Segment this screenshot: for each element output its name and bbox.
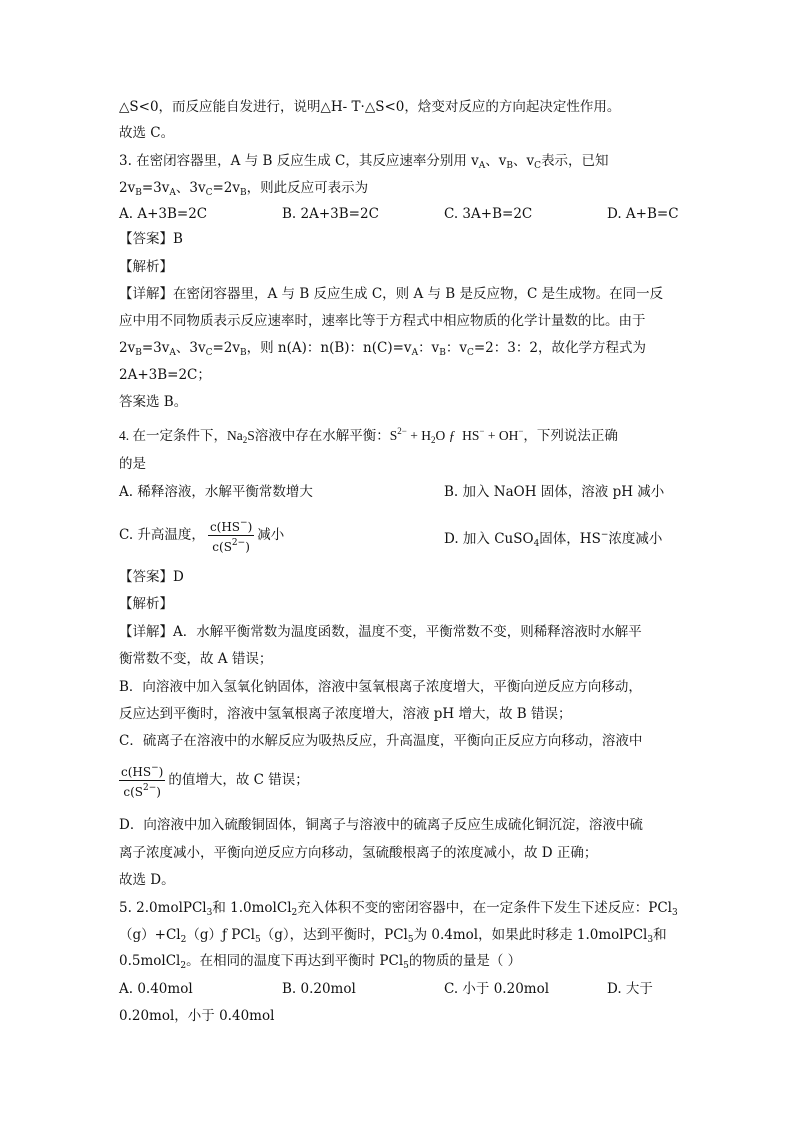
q4-option-c: C. 升高温度， $\frac{c(HS^-)}{c(S^{2-})}$ 减小 [119, 518, 285, 554]
question-4-stem: 4. 在一定条件下，$Na_2S$溶液中存在水解平衡：$S^{2-} + H_2O$ ƒ HS− + OH−，下列说法正确 [119, 426, 618, 445]
fraction: $\frac{c(HS^-)}{c(S^{2-})}$ [121, 763, 164, 799]
q4-option-d: D. 加入 CuSO$_4$固体，HS−浓度减小 [444, 530, 663, 549]
q4-detail: 衡常数不变，故 A 错误； [119, 651, 273, 667]
q5-option-b: B. 0.20mol [282, 981, 356, 997]
q3-option-c: C. 3A+B=2C [444, 206, 533, 222]
q4-detail: 反应达到平衡时，溶液中氢氧根离子浓度增大，溶液 pH 增大，故 B 错误； [119, 706, 572, 722]
q3-answer: 【答案】B [119, 231, 183, 247]
q3-detail: $2v_B=3v_A$、$3v_C=2v_B$，则 n(A)：n(B)：$n(C)=v_A$：$v_B$：$v_C=2$：3：2，故化学方程式为 [119, 340, 646, 358]
q3-detail: 【详解】在密闭容器里，A 与 B 反应生成 C，则 A 与 B 是反应物，C 是生成物。在同一反 [119, 286, 664, 302]
question-3-condition: $2v_B=3v_A$、$3v_C=2v_B$，则此反应可表示为 [119, 180, 369, 198]
q3-detail: 2A+3B=2C； [119, 367, 211, 383]
q4-detail: B．向溶液中加入氢氧化钠固体，溶液中氢氧根离子浓度增大，平衡向逆反应方向移动， [119, 679, 642, 695]
q4-option-a: A. 稀释溶液，水解平衡常数增大 [119, 484, 313, 500]
fraction: $\frac{c(HS^-)}{c(S^{2-})}$ [209, 518, 253, 554]
q5-option-d-continued: 0.20mol，小于 0.40mol [119, 1008, 275, 1024]
question-4-stem: 的是 [119, 456, 146, 472]
text-line: 故选 C。 [119, 125, 175, 141]
q3-detail: 答案选 B。 [119, 394, 188, 410]
question-3-stem: 3. 在密闭容器里，A 与 B 反应生成 C，其反应速率分别用 $v_A$、$v_B$、$v_C$表示，已知 [119, 153, 609, 171]
q4-detail: C．硫离子在溶液中的水解反应为吸热反应，升高温度，平衡向正反应方向移动，溶液中 [119, 733, 643, 749]
q4-analysis-heading: 【解析】 [119, 596, 173, 612]
q5-option-c: C. 小于 0.20mol [444, 981, 550, 997]
q4-detail: $\frac{c(HS^-)}{c(S^{2-})}$ 的值增大，故 C 错误； [121, 763, 309, 799]
question-5-stem: $(g)+Cl_2(g)ƒ$ PCl$_5$（g），达到平衡时，PCl$_5$为 0.4mol，如果此时移走 1.0molPCl$_3$和 [119, 927, 667, 945]
q4-detail: 故选 D。 [119, 872, 175, 888]
q3-option-a: A. A+3B=2C [119, 206, 208, 222]
q4-option-b: B. 加入 NaOH 固体，溶液 pH 减小 [444, 484, 665, 500]
q3-option-b: B. 2A+3B=2C [282, 206, 379, 222]
q4-detail: 【详解】A．水解平衡常数为温度函数，温度不变，平衡常数不变，则稀释溶液时水解平 [119, 624, 642, 640]
q4-detail: D．向溶液中加入硫酸铜固体，铜离子与溶液中的硫离子反应生成硫化铜沉淀，溶液中硫 [119, 817, 643, 833]
q3-option-d: D. A+B=C [607, 206, 679, 222]
q5-option-d: D. 大于 [607, 981, 653, 997]
q4-detail: 离子浓度减小，平衡向逆反应方向移动，氢硫酸根离子的浓度减小，故 D 正确； [119, 845, 598, 861]
question-5-stem: 0.5molCl$_2$。在相同的温度下再达到平衡时 PCl$_5$的物质的量是（ ） [119, 953, 522, 971]
text-line: △S<0，而反应能自发进行，说明△H- T·△S<0，焓变对反应的方向起决定性作用。 [119, 99, 621, 115]
q5-option-a: A. 0.40mol [119, 981, 193, 997]
q3-detail: 应中用不同物质表示反应速率时，速率比等于方程式中相应物质的化学计量数的比。由于 [119, 313, 646, 329]
question-5-stem: 5. 2.0molPCl$_3$和 1.0molCl$_2$充入体积不变的密闭容器中，在一定条件下发生下述反应：PCl$_3$ [119, 900, 678, 918]
q4-answer: 【答案】D [119, 569, 184, 585]
q3-analysis-heading: 【解析】 [119, 259, 173, 275]
